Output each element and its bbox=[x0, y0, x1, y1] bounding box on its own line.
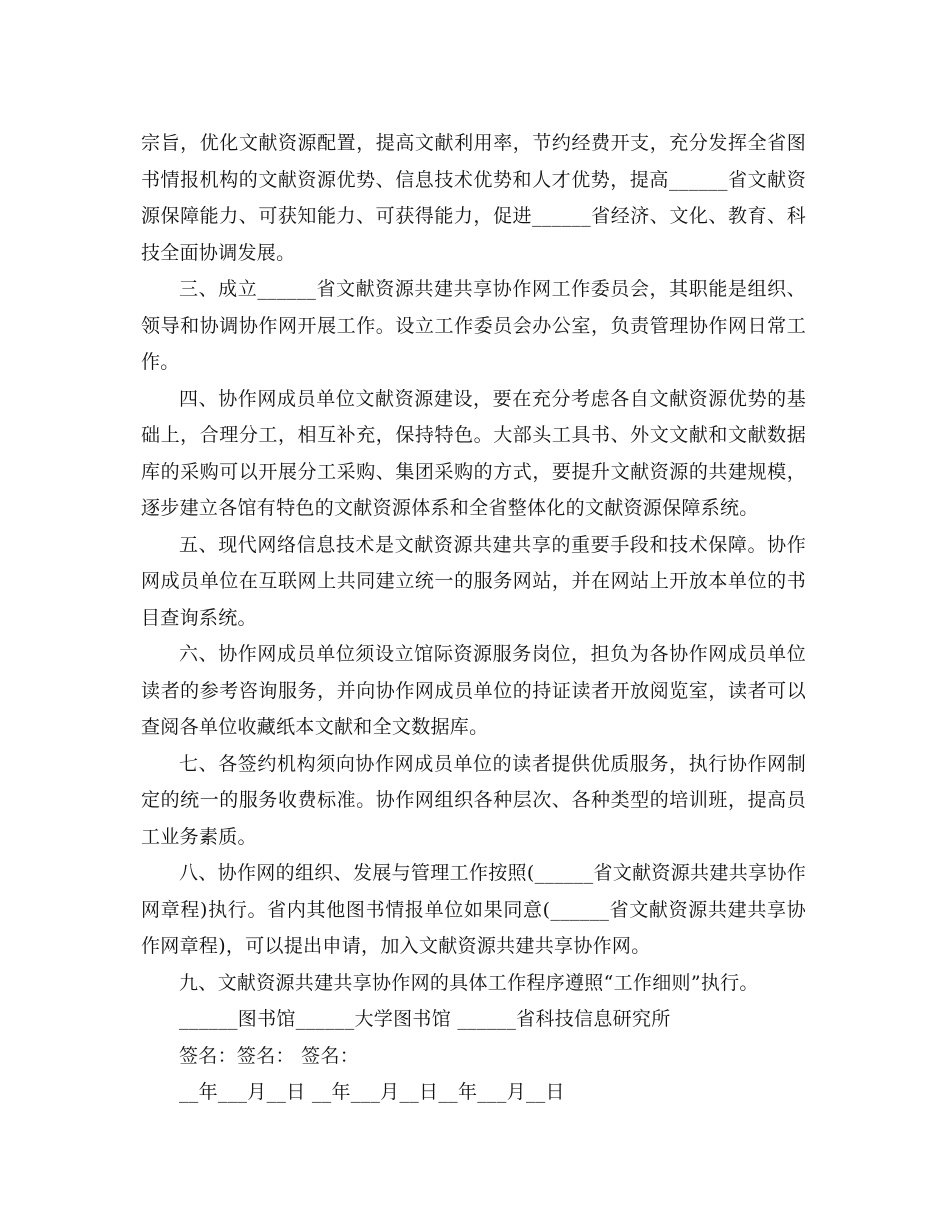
signature-dates: __年___月__日 __年___月__日__年___月__日 bbox=[179, 1081, 565, 1103]
paragraph-clause-8: 八、协作网的组织、发展与管理工作按照(______省文献资源共建共享协作网章程)执行。省内其他图书情报单位如果同意(______省文献资源共建共享协作网章程)，可以提出申请，加入文献资源共建共享协作网。 bbox=[141, 862, 806, 957]
paragraph-clause-6: 六、协作网成员单位须设立馆际资源服务岗位，担负为各协作网成员单位读者的参考咨询服务，并向协作网成员单位的持证读者开放阅览室，读者可以查阅各单位收藏纸本文献和全文数据库。 bbox=[141, 643, 806, 738]
paragraph-clause-9: 九、文献资源共建共享协作网的具体工作程序遵照“工作细则”执行。 bbox=[179, 971, 759, 994]
paragraph-continuation: 宗旨，优化文献资源配置，提高文献利用率，节约经费开支，充分发挥全省图书情报机构的文献资源优势、信息技术优势和人才优势，提高______省文献资源保障能力、可获知能力、可获得能力，促进______省经济、文化、教育、科技全面协调发展。 bbox=[141, 132, 806, 264]
paragraph-clause-3: 三、成立______省文献资源共建共享协作网工作委员会，其职能是组织、领导和协调协作网开展工作。设立工作委员会办公室，负责管理协作网日常工作。 bbox=[141, 278, 806, 373]
paragraph-clause-5: 五、现代网络信息技术是文献资源共建共享的重要手段和技术保障。协作网成员单位在互联网上共同建立统一的服务网站，并在网站上开放本单位的书目查询系统。 bbox=[141, 533, 806, 629]
paragraph-clause-7: 七、各签约机构须向协作网成员单位的读者提供优质服务，执行协作网制定的统一的服务收费标准。协作网组织各种层次、各种类型的培训班，提高员工业务素质。 bbox=[141, 752, 806, 848]
signature-labels: 签名：签名： 签名： bbox=[179, 1044, 360, 1067]
signatory-institutions: ______图书馆______大学图书馆 ______省科技信息研究所 bbox=[179, 1008, 671, 1030]
paragraph-clause-4: 四、协作网成员单位文献资源建设，要在充分考虑各自文献资源优势的基础上，合理分工，相互补充，保持特色。大部头工具书、外文文献和文献数据库的采购可以开展分工采购、集团采购的方式，要提升文献资源的共建规模，逐步建立各馆有特色的文献资源体系和全省整体化的文献资源保障系统。 bbox=[141, 387, 806, 519]
document-body bbox=[141, 125, 806, 1111]
